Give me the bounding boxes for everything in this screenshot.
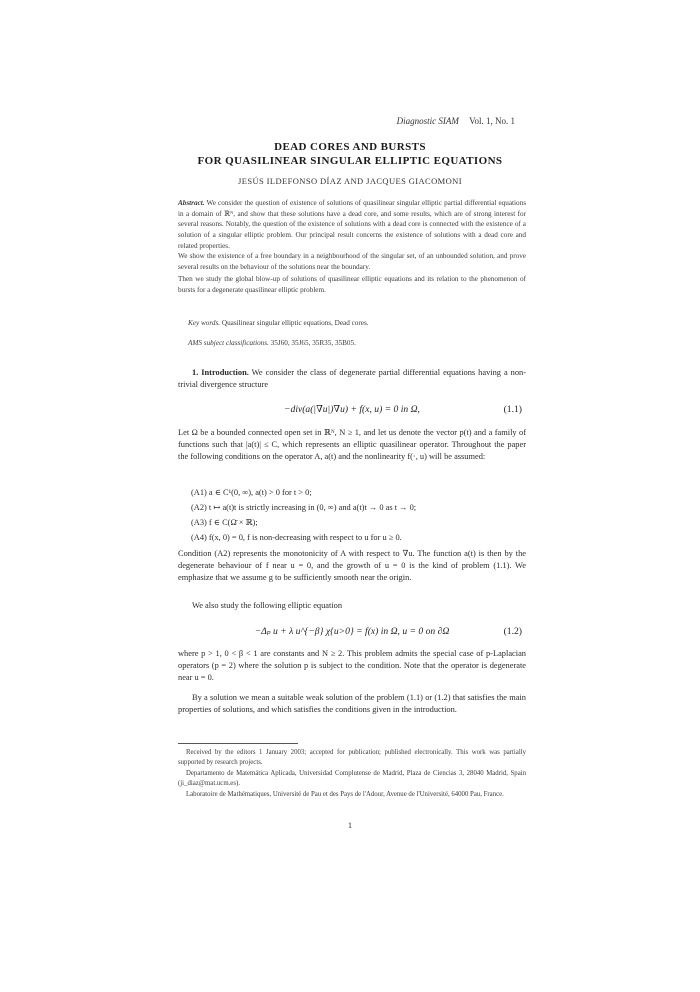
keywords-text: Quasilinear singular elliptic equations, Dead cores. <box>221 319 369 327</box>
paper-title-line-2: FOR QUASILINEAR SINGULAR ELLIPTIC EQUATIONS <box>197 155 503 167</box>
equation-1-2 <box>178 626 526 640</box>
ams-classifications <box>188 338 518 348</box>
running-head-journal: Diagnostic SIAM <box>396 116 459 126</box>
condition-a3: (A3) f ∈ C(Ω̄ × ℝ); <box>191 518 258 527</box>
running-head <box>397 116 515 126</box>
intro-paragraph-2: Let Ω be a bounded connected open set in ℝᴺ, N ≥ 1, and let us denote the vector p(t) and a family of functions such that |a(t)| ≤ C, which represents an elliptic quasilinear operator. Throughout the paper the following conditions on the operator A, a(t) and the nonlinearity f(·, u) will be assumed: <box>178 428 526 462</box>
intro-paragraph-3: Condition (A2) represents the monotonicity of A with respect to ∇u. The function a(t) is then by the degenerate behaviour of f near u = 0, and the growth of u = 0 is the kind of problem (1.1). We emphasize that we assume g to be sufficiently smooth near the origin. <box>178 549 526 583</box>
intro-paragraph-1 <box>178 367 526 391</box>
ams-text: 35J60, 35J65, 35R35, 35B05. <box>270 339 356 347</box>
paper-authors: JESÚS ILDEFONSO DÍAZ AND JACQUES GIACOMONI <box>238 176 462 186</box>
paper-title-line-1: DEAD CORES AND BURSTS <box>274 141 426 153</box>
intro-paragraph-4: We also study the following elliptic equation <box>192 601 343 610</box>
equation-1-1-expression: −div(a(|∇u|)∇u) + f(x, u) = 0 in Ω, <box>284 404 420 415</box>
intro-heading: 1. Introduction. <box>192 368 249 377</box>
abstract-text-1: We consider the question of existence of solutions of quasilinear singular elliptic partial differential equations in a domain of ℝᴺ, and show that these solutions have a dead core, and some results, which are of strong interest for several reasons. Notably, the question of the existence of solutions with a dead core is connected with the existence of a solution of a singular elliptic problem. Our principal result concerns the existence of solutions with a dead core and related properties. <box>178 199 526 250</box>
abstract-paragraph-3: Then we study the global blow-up of solutions of quasilinear elliptic equations and its relation to the phenomenon of bursts for a degenerate quasilinear elliptic problem. <box>178 275 526 294</box>
ams-label: AMS subject classifications. <box>188 339 269 347</box>
equation-1-2-expression: −Δₚ u + λ u^{−β} χ{u>0} = f(x) in Ω, u = 0 on ∂Ω <box>254 626 450 637</box>
page-number: 1 <box>347 820 353 830</box>
abstract-label: Abstract. <box>178 199 205 207</box>
equation-1-2-number: (1.2) <box>503 626 522 637</box>
footnote-3: Laboratoire de Mathématiques, Université de Pau et des Pays de l'Adour, Avenue de l'Université, 64000 Pau, France. <box>186 791 504 798</box>
keywords <box>188 318 518 328</box>
condition-a1: (A1) a ∈ C¹(0, ∞), a(t) > 0 for t > 0; <box>191 488 312 497</box>
equation-1-1-number: (1.1) <box>503 404 522 415</box>
keywords-label: Key words. <box>188 319 221 327</box>
condition-a2: (A2) t ↦ a(t)t is strictly increasing in (0, ∞) and a(t)t → 0 as t → 0; <box>191 503 417 512</box>
condition-a4: (A4) f(x, 0) = 0, f is non-decreasing with respect to u for u ≥ 0. <box>191 533 402 542</box>
footnote-1: Received by the editors 1 January 2003; accepted for publication; published electronically. This work was partially supported by research projects. <box>178 749 526 766</box>
equation-1-1 <box>178 404 526 418</box>
abstract-paragraph-2: We show the existence of a free boundary in a neighbourhood of the singular set, of an unbounded solution, and prove several results on the behaviour of the solutions near the boundary. <box>178 252 526 271</box>
intro-paragraph-5: where p > 1, 0 < β < 1 are constants and N ≥ 2. This problem admits the special case of p-Laplacian operators (p = 2) where the solution p is subject to the condition. Note that the operator is degenerate near u = 0. <box>178 649 526 683</box>
abstract-paragraph-1 <box>178 198 526 252</box>
intro-paragraph-6: By a solution we mean a suitable weak solution of the problem (1.1) or (1.2) that satisfies the main properties of solutions, and which satisfies the conditions given in the introduction. <box>178 693 526 715</box>
intro-text-1: We consider the class of degenerate partial differential equations having a non-trivial divergence structure <box>178 368 527 390</box>
footnote-2: Departamento de Matemática Aplicada, Universidad Complutense de Madrid, Plaza de Ciencias 3, 28040 Madrid, Spain (ji_diaz@mat.ucm.es). <box>178 770 526 787</box>
footnote-rule <box>178 743 298 744</box>
running-head-volume: Vol. 1, No. 1 <box>469 116 515 126</box>
